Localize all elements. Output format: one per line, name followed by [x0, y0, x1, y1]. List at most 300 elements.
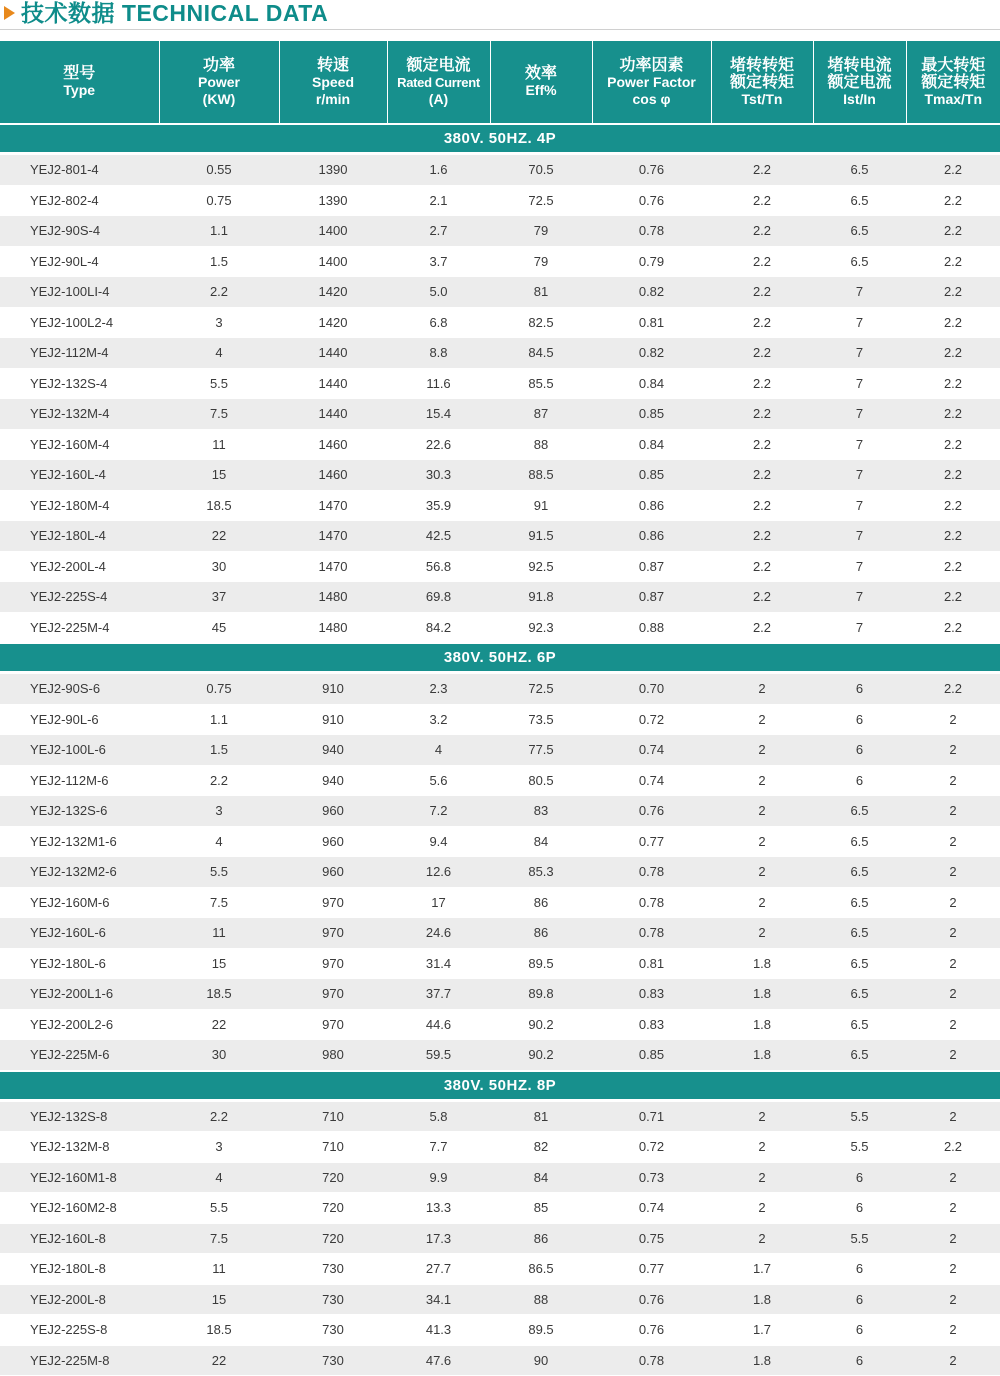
cell-rated-current: 84.2 [387, 612, 490, 643]
cell-locked-current-ratio: 6.5 [813, 796, 906, 827]
cell-type: YEJ2-160M-6 [0, 887, 159, 918]
cell-efficiency: 89.8 [490, 979, 592, 1010]
table-row [0, 1162, 1000, 1193]
cell-power-factor: 0.78 [592, 887, 711, 918]
cell-type: YEJ2-100L-6 [0, 735, 159, 766]
cell-rated-current: 27.7 [387, 1254, 490, 1285]
cell-efficiency: 85.3 [490, 857, 592, 888]
cell-max-torque-ratio: 2.2 [906, 521, 1000, 552]
cell-locked-current-ratio: 7 [813, 338, 906, 369]
cell-power-factor: 0.84 [592, 429, 711, 460]
cell-speed: 1470 [279, 521, 387, 552]
cell-power: 7.5 [159, 887, 279, 918]
cell-power-factor: 0.70 [592, 673, 711, 705]
cell-efficiency: 73.5 [490, 704, 592, 735]
cell-locked-torque-ratio: 2.2 [711, 399, 813, 430]
cell-speed: 1400 [279, 246, 387, 277]
cell-efficiency: 88.5 [490, 460, 592, 491]
cell-locked-torque-ratio: 2 [711, 1132, 813, 1163]
cell-max-torque-ratio: 2.2 [906, 551, 1000, 582]
cell-locked-current-ratio: 6 [813, 1345, 906, 1376]
cell-speed: 1440 [279, 399, 387, 430]
cell-max-torque-ratio: 2 [906, 1193, 1000, 1224]
cell-power: 22 [159, 1345, 279, 1376]
cell-locked-torque-ratio: 2 [711, 704, 813, 735]
column-header-max-torque-ratio [906, 41, 1000, 124]
cell-power-factor: 0.85 [592, 399, 711, 430]
cell-power: 7.5 [159, 399, 279, 430]
cell-speed: 720 [279, 1193, 387, 1224]
cell-max-torque-ratio: 2.2 [906, 338, 1000, 369]
cell-power-factor: 0.74 [592, 1193, 711, 1224]
cell-rated-current: 3.7 [387, 246, 490, 277]
cell-locked-torque-ratio: 2.2 [711, 612, 813, 643]
cell-power: 1.1 [159, 704, 279, 735]
cell-max-torque-ratio: 2 [906, 704, 1000, 735]
cell-locked-current-ratio: 6 [813, 735, 906, 766]
cell-locked-torque-ratio: 2 [711, 1223, 813, 1254]
table-row [0, 368, 1000, 399]
cell-locked-torque-ratio: 2.2 [711, 154, 813, 186]
cell-power: 15 [159, 948, 279, 979]
cell-locked-torque-ratio: 1.8 [711, 1284, 813, 1315]
cell-type: YEJ2-112M-4 [0, 338, 159, 369]
title-bar [0, 0, 1000, 30]
column-header-speed-unit: r/min [315, 90, 351, 107]
cell-speed: 940 [279, 765, 387, 796]
cell-locked-current-ratio: 6.5 [813, 1009, 906, 1040]
cell-locked-torque-ratio: 2.2 [711, 185, 813, 216]
cell-type: YEJ2-132M2-6 [0, 857, 159, 888]
cell-speed: 1470 [279, 551, 387, 582]
cell-power: 45 [159, 612, 279, 643]
cell-power-factor: 0.72 [592, 1132, 711, 1163]
cell-max-torque-ratio: 2 [906, 1254, 1000, 1285]
cell-speed: 960 [279, 796, 387, 827]
cell-max-torque-ratio: 2 [906, 918, 1000, 949]
cell-locked-torque-ratio: 2.2 [711, 338, 813, 369]
column-header-type-en: Type [63, 82, 96, 98]
cell-locked-current-ratio: 5.5 [813, 1223, 906, 1254]
table-row [0, 1315, 1000, 1346]
cell-rated-current: 2.3 [387, 673, 490, 705]
cell-efficiency: 83 [490, 796, 592, 827]
cell-power: 30 [159, 1040, 279, 1071]
cell-power: 4 [159, 826, 279, 857]
cell-max-torque-ratio: 2.2 [906, 185, 1000, 216]
cell-max-torque-ratio: 2 [906, 826, 1000, 857]
cell-efficiency: 72.5 [490, 185, 592, 216]
cell-max-torque-ratio: 2 [906, 1162, 1000, 1193]
column-header-power-factor-symbol: cos φ [632, 90, 671, 107]
cell-locked-current-ratio: 6.5 [813, 185, 906, 216]
cell-speed: 730 [279, 1345, 387, 1376]
cell-rated-current: 4 [387, 735, 490, 766]
cell-type: YEJ2-132S-4 [0, 368, 159, 399]
cell-speed: 720 [279, 1162, 387, 1193]
cell-locked-torque-ratio: 2 [711, 1100, 813, 1132]
cell-locked-torque-ratio: 2.2 [711, 368, 813, 399]
cell-speed: 1480 [279, 612, 387, 643]
cell-power: 5.5 [159, 368, 279, 399]
table-row [0, 582, 1000, 613]
cell-power: 3 [159, 1132, 279, 1163]
cell-power-factor: 0.77 [592, 1254, 711, 1285]
cell-speed: 1440 [279, 338, 387, 369]
cell-power-factor: 0.78 [592, 918, 711, 949]
cell-efficiency: 70.5 [490, 154, 592, 186]
cell-rated-current: 41.3 [387, 1315, 490, 1346]
column-header-locked-current-cn2: 额定电流 [827, 73, 892, 91]
cell-power-factor: 0.76 [592, 185, 711, 216]
column-header-efficiency-en: Eff% [525, 82, 557, 98]
cell-efficiency: 91.5 [490, 521, 592, 552]
table-row [0, 979, 1000, 1010]
cell-locked-torque-ratio: 1.8 [711, 948, 813, 979]
cell-locked-torque-ratio: 2 [711, 735, 813, 766]
cell-type: YEJ2-90L-6 [0, 704, 159, 735]
cell-locked-current-ratio: 6.5 [813, 979, 906, 1010]
cell-rated-current: 9.4 [387, 826, 490, 857]
cell-speed: 960 [279, 857, 387, 888]
table-row [0, 948, 1000, 979]
cell-rated-current: 3.2 [387, 704, 490, 735]
cell-locked-torque-ratio: 2 [711, 826, 813, 857]
cell-rated-current: 37.7 [387, 979, 490, 1010]
cell-power: 3 [159, 307, 279, 338]
cell-speed: 910 [279, 704, 387, 735]
cell-locked-current-ratio: 7 [813, 551, 906, 582]
column-header-power-unit: (KW) [202, 90, 236, 107]
cell-power: 11 [159, 429, 279, 460]
table-row [0, 826, 1000, 857]
cell-locked-current-ratio: 6 [813, 1162, 906, 1193]
cell-locked-torque-ratio: 2.2 [711, 246, 813, 277]
cell-efficiency: 90 [490, 1345, 592, 1376]
cell-power: 4 [159, 1162, 279, 1193]
cell-locked-current-ratio: 7 [813, 582, 906, 613]
column-header-power-factor-en: Power Factor [607, 73, 696, 90]
cell-rated-current: 24.6 [387, 918, 490, 949]
cell-type: YEJ2-90S-6 [0, 673, 159, 705]
column-header-speed-en: Speed [311, 73, 354, 90]
cell-type: YEJ2-225S-8 [0, 1315, 159, 1346]
cell-power: 22 [159, 1009, 279, 1040]
cell-power: 1.5 [159, 735, 279, 766]
cell-type: YEJ2-802-4 [0, 185, 159, 216]
column-header-locked-current-ratio [813, 41, 906, 124]
table-row [0, 277, 1000, 308]
cell-power: 0.75 [159, 185, 279, 216]
cell-type: YEJ2-160M1-8 [0, 1162, 159, 1193]
cell-efficiency: 91 [490, 490, 592, 521]
cell-locked-torque-ratio: 2.2 [711, 521, 813, 552]
table-row [0, 246, 1000, 277]
table-row [0, 154, 1000, 186]
section-header-row [0, 1071, 1000, 1101]
cell-rated-current: 9.9 [387, 1162, 490, 1193]
cell-rated-current: 2.7 [387, 216, 490, 247]
cell-rated-current: 13.3 [387, 1193, 490, 1224]
cell-power: 5.5 [159, 1193, 279, 1224]
cell-type: YEJ2-132M-8 [0, 1132, 159, 1163]
cell-type: YEJ2-90S-4 [0, 216, 159, 247]
cell-max-torque-ratio: 2 [906, 1223, 1000, 1254]
section-label: 380V. 50HZ. 6P [0, 643, 1000, 673]
cell-type: YEJ2-90L-4 [0, 246, 159, 277]
cell-power: 0.55 [159, 154, 279, 186]
cell-max-torque-ratio: 2 [906, 735, 1000, 766]
table-row [0, 1132, 1000, 1163]
cell-type: YEJ2-225S-4 [0, 582, 159, 613]
cell-locked-torque-ratio: 1.8 [711, 1345, 813, 1376]
cell-locked-current-ratio: 7 [813, 490, 906, 521]
cell-type: YEJ2-160L-6 [0, 918, 159, 949]
table-row [0, 1100, 1000, 1132]
cell-power-factor: 0.81 [592, 948, 711, 979]
cell-locked-torque-ratio: 2 [711, 1162, 813, 1193]
cell-rated-current: 2.1 [387, 185, 490, 216]
column-header-type-cn: 型号 [63, 65, 96, 82]
cell-max-torque-ratio: 2.2 [906, 460, 1000, 491]
cell-efficiency: 86 [490, 887, 592, 918]
cell-efficiency: 72.5 [490, 673, 592, 705]
cell-power-factor: 0.73 [592, 1162, 711, 1193]
cell-locked-torque-ratio: 1.7 [711, 1315, 813, 1346]
cell-max-torque-ratio: 2.2 [906, 490, 1000, 521]
cell-locked-torque-ratio: 2.2 [711, 490, 813, 521]
cell-rated-current: 17.3 [387, 1223, 490, 1254]
column-header-power-factor [592, 41, 711, 124]
cell-speed: 710 [279, 1100, 387, 1132]
cell-efficiency: 85 [490, 1193, 592, 1224]
cell-type: YEJ2-100LI-4 [0, 277, 159, 308]
cell-power-factor: 0.76 [592, 154, 711, 186]
cell-type: YEJ2-200L-8 [0, 1284, 159, 1315]
cell-type: YEJ2-160M2-8 [0, 1193, 159, 1224]
cell-locked-current-ratio: 6 [813, 1254, 906, 1285]
cell-speed: 910 [279, 673, 387, 705]
cell-power: 18.5 [159, 979, 279, 1010]
technical-data-table [0, 41, 1000, 1376]
cell-power-factor: 0.85 [592, 1040, 711, 1071]
cell-power: 37 [159, 582, 279, 613]
cell-rated-current: 56.8 [387, 551, 490, 582]
cell-speed: 940 [279, 735, 387, 766]
cell-max-torque-ratio: 2.2 [906, 277, 1000, 308]
cell-locked-current-ratio: 7 [813, 521, 906, 552]
cell-power-factor: 0.83 [592, 979, 711, 1010]
cell-locked-torque-ratio: 2.2 [711, 551, 813, 582]
table-row [0, 185, 1000, 216]
cell-rated-current: 8.8 [387, 338, 490, 369]
cell-speed: 1420 [279, 277, 387, 308]
cell-type: YEJ2-132M1-6 [0, 826, 159, 857]
cell-power-factor: 0.74 [592, 735, 711, 766]
cell-power-factor: 0.88 [592, 612, 711, 643]
table-row [0, 1193, 1000, 1224]
cell-speed: 1460 [279, 460, 387, 491]
table-row [0, 399, 1000, 430]
cell-locked-torque-ratio: 2 [711, 1193, 813, 1224]
cell-power-factor: 0.82 [592, 338, 711, 369]
cell-efficiency: 90.2 [490, 1009, 592, 1040]
column-header-power-en: Power [197, 73, 240, 90]
cell-power-factor: 0.87 [592, 582, 711, 613]
cell-rated-current: 12.6 [387, 857, 490, 888]
cell-power: 3 [159, 796, 279, 827]
cell-locked-current-ratio: 7 [813, 429, 906, 460]
cell-max-torque-ratio: 2.2 [906, 582, 1000, 613]
cell-power: 15 [159, 1284, 279, 1315]
cell-power-factor: 0.74 [592, 765, 711, 796]
cell-power: 15 [159, 460, 279, 491]
cell-max-torque-ratio: 2 [906, 979, 1000, 1010]
column-header-rated-current-unit: (A) [428, 90, 449, 107]
cell-max-torque-ratio: 2.2 [906, 307, 1000, 338]
cell-type: YEJ2-200L1-6 [0, 979, 159, 1010]
cell-power-factor: 0.85 [592, 460, 711, 491]
cell-power: 5.5 [159, 857, 279, 888]
cell-power-factor: 0.76 [592, 796, 711, 827]
cell-max-torque-ratio: 2.2 [906, 368, 1000, 399]
cell-locked-current-ratio: 6.5 [813, 216, 906, 247]
cell-power: 2.2 [159, 765, 279, 796]
cell-efficiency: 89.5 [490, 1315, 592, 1346]
cell-power: 4 [159, 338, 279, 369]
cell-speed: 980 [279, 1040, 387, 1071]
column-header-type [0, 41, 159, 124]
cell-locked-current-ratio: 6 [813, 765, 906, 796]
cell-power: 7.5 [159, 1223, 279, 1254]
cell-power: 2.2 [159, 1100, 279, 1132]
cell-efficiency: 82 [490, 1132, 592, 1163]
cell-power-factor: 0.71 [592, 1100, 711, 1132]
cell-efficiency: 81 [490, 1100, 592, 1132]
cell-locked-current-ratio: 5.5 [813, 1132, 906, 1163]
table-row [0, 307, 1000, 338]
cell-speed: 1440 [279, 368, 387, 399]
cell-efficiency: 85.5 [490, 368, 592, 399]
cell-power-factor: 0.83 [592, 1009, 711, 1040]
cell-speed: 1390 [279, 185, 387, 216]
column-header-locked-current-en: Ist/In [843, 90, 876, 107]
cell-efficiency: 91.8 [490, 582, 592, 613]
cell-type: YEJ2-132M-4 [0, 399, 159, 430]
cell-rated-current: 5.0 [387, 277, 490, 308]
table-row [0, 765, 1000, 796]
cell-rated-current: 5.6 [387, 765, 490, 796]
cell-efficiency: 88 [490, 429, 592, 460]
cell-power-factor: 0.78 [592, 1345, 711, 1376]
cell-speed: 730 [279, 1254, 387, 1285]
cell-locked-current-ratio: 6 [813, 1193, 906, 1224]
cell-type: YEJ2-160L-4 [0, 460, 159, 491]
table-row [0, 918, 1000, 949]
cell-max-torque-ratio: 2 [906, 1040, 1000, 1071]
cell-locked-torque-ratio: 1.8 [711, 1009, 813, 1040]
column-header-efficiency [490, 41, 592, 124]
column-header-power [159, 41, 279, 124]
cell-type: YEJ2-180L-6 [0, 948, 159, 979]
cell-rated-current: 17 [387, 887, 490, 918]
cell-rated-current: 34.1 [387, 1284, 490, 1315]
cell-locked-current-ratio: 7 [813, 277, 906, 308]
table-row [0, 735, 1000, 766]
column-header-speed-cn: 转速 [316, 56, 349, 74]
cell-power: 11 [159, 918, 279, 949]
cell-max-torque-ratio: 2 [906, 887, 1000, 918]
table-row [0, 612, 1000, 643]
cell-locked-torque-ratio: 2.2 [711, 307, 813, 338]
cell-type: YEJ2-132S-6 [0, 796, 159, 827]
cell-max-torque-ratio: 2 [906, 796, 1000, 827]
cell-power-factor: 0.76 [592, 1315, 711, 1346]
cell-speed: 1400 [279, 216, 387, 247]
cell-locked-current-ratio: 6.5 [813, 246, 906, 277]
cell-type: YEJ2-200L-4 [0, 551, 159, 582]
table-row [0, 887, 1000, 918]
cell-max-torque-ratio: 2.2 [906, 399, 1000, 430]
table-row [0, 1040, 1000, 1071]
cell-type: YEJ2-180M-4 [0, 490, 159, 521]
cell-efficiency: 80.5 [490, 765, 592, 796]
cell-rated-current: 22.6 [387, 429, 490, 460]
cell-locked-current-ratio: 7 [813, 307, 906, 338]
cell-power-factor: 0.78 [592, 857, 711, 888]
cell-efficiency: 84 [490, 826, 592, 857]
cell-locked-torque-ratio: 1.8 [711, 979, 813, 1010]
cell-type: YEJ2-801-4 [0, 154, 159, 186]
cell-efficiency: 87 [490, 399, 592, 430]
section-header-row [0, 643, 1000, 673]
table-body [0, 124, 1000, 1376]
cell-power: 30 [159, 551, 279, 582]
cell-type: YEJ2-180L-8 [0, 1254, 159, 1285]
cell-speed: 960 [279, 826, 387, 857]
table-row [0, 429, 1000, 460]
cell-speed: 1480 [279, 582, 387, 613]
arrow-right-icon [4, 6, 15, 20]
table-header-row [0, 41, 1000, 124]
cell-efficiency: 84.5 [490, 338, 592, 369]
cell-speed: 730 [279, 1315, 387, 1346]
cell-speed: 970 [279, 918, 387, 949]
cell-power-factor: 0.86 [592, 490, 711, 521]
cell-power-factor: 0.86 [592, 521, 711, 552]
cell-power-factor: 0.72 [592, 704, 711, 735]
cell-max-torque-ratio: 2 [906, 948, 1000, 979]
cell-efficiency: 86 [490, 1223, 592, 1254]
cell-max-torque-ratio: 2 [906, 857, 1000, 888]
cell-power-factor: 0.78 [592, 216, 711, 247]
cell-efficiency: 92.3 [490, 612, 592, 643]
cell-power-factor: 0.84 [592, 368, 711, 399]
cell-rated-current: 47.6 [387, 1345, 490, 1376]
cell-type: YEJ2-225M-4 [0, 612, 159, 643]
cell-locked-current-ratio: 7 [813, 399, 906, 430]
cell-rated-current: 11.6 [387, 368, 490, 399]
cell-max-torque-ratio: 2.2 [906, 429, 1000, 460]
cell-power-factor: 0.82 [592, 277, 711, 308]
cell-locked-torque-ratio: 2.2 [711, 460, 813, 491]
cell-rated-current: 6.8 [387, 307, 490, 338]
cell-type: YEJ2-112M-6 [0, 765, 159, 796]
cell-power: 1.1 [159, 216, 279, 247]
cell-locked-current-ratio: 6.5 [813, 887, 906, 918]
cell-locked-current-ratio: 6.5 [813, 826, 906, 857]
cell-rated-current: 5.8 [387, 1100, 490, 1132]
